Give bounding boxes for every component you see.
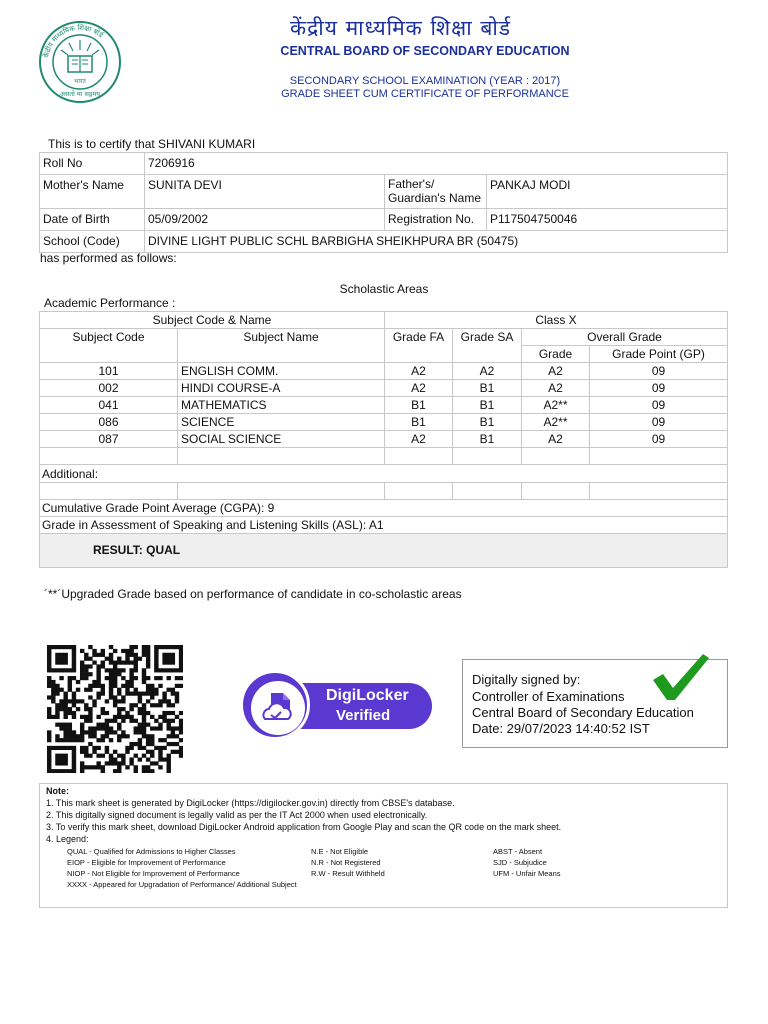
dob-label: Date of Birth	[40, 209, 145, 231]
signature-line3: Central Board of Secondary Education	[472, 705, 694, 720]
academic-label: Academic Performance :	[44, 296, 176, 310]
note-line-1: 1. This mark sheet is generated by DigiLocker (https://digilocker.gov.in) directly from CBSE's database.	[46, 798, 455, 808]
result-text: RESULT: QUAL	[40, 534, 728, 568]
certify-text: This is to certify that SHIVANI KUMARI	[48, 137, 256, 151]
marks-table	[39, 311, 728, 568]
certificate-subtitle: GRADE SHEET CUM CERTIFICATE OF PERFORMANCE	[281, 88, 569, 100]
note-title: Note:	[46, 786, 69, 796]
exam-subtitle: SECONDARY SCHOOL EXAMINATION (YEAR : 2017)	[289, 75, 561, 87]
grade-point: 09	[590, 431, 728, 448]
legend-nr: N.R - Not Registered	[311, 858, 381, 867]
note-box	[39, 783, 728, 908]
board-title: CENTRAL BOARD OF SECONDARY EDUCATION	[280, 44, 570, 58]
legend-abst: ABST - Absent	[493, 847, 543, 856]
signature-date: Date: 29/07/2023 14:40:52 IST	[472, 721, 650, 736]
student-info-table	[39, 152, 728, 253]
header-grade-sa: Grade SA	[453, 329, 522, 363]
asl-row	[40, 517, 728, 534]
header-overall-grade: Overall Grade	[522, 329, 728, 346]
subject-code: 086	[40, 414, 178, 431]
header-class: Class X	[385, 312, 728, 329]
grade-sa: B1	[453, 380, 522, 397]
grade-point: 09	[590, 414, 728, 431]
cgpa-text: Cumulative Grade Point Average (CGPA): 9	[40, 500, 728, 517]
grade-point: 09	[590, 380, 728, 397]
signature-line1: Digitally signed by:	[472, 672, 581, 687]
mother-label: Mother's Name	[40, 175, 145, 209]
roll-row	[40, 153, 728, 175]
table-row	[40, 414, 728, 431]
legend-qual: QUAL - Qualified for Admissions to Higher Classes	[67, 847, 236, 856]
school-value: DIVINE LIGHT PUBLIC SCHL BARBIGHA SHEIKHPURA BR (50475)	[145, 231, 728, 253]
subject-name: HINDI COURSE-A	[178, 380, 385, 397]
qr-code[interactable]	[47, 645, 183, 773]
grade-sa: B1	[453, 397, 522, 414]
legend-rw: R.W - Result Withheld	[311, 869, 385, 878]
father-label: Father's/ Guardian's Name	[385, 175, 487, 209]
logo-text-top: केंद्रीय माध्यमिक शिक्षा बोर्ड	[42, 23, 105, 59]
grade-point: 09	[590, 363, 728, 380]
checkmark-icon	[651, 654, 711, 706]
note-line-3: 3. To verify this mark sheet, download DigiLocker Android application from Google Play and scan the QR code on the mark sheet.	[46, 822, 562, 832]
grade-sa: B1	[453, 431, 522, 448]
subject-name: SCIENCE	[178, 414, 385, 431]
subject-code: 041	[40, 397, 178, 414]
note-line-2: 2. This digitally signed document is legally valid as per the IT Act 2000 when used electronically.	[46, 810, 428, 820]
father-value: PANKAJ MODI	[487, 175, 728, 209]
board-title-hindi: केंद्रीय माध्यमिक शिक्षा बोर्ड	[290, 16, 512, 40]
upgraded-grade-note: ´**´Upgraded Grade based on performance of candidate in co-scholastic areas	[44, 587, 462, 601]
table-row	[40, 397, 728, 414]
mother-value: SUNITA DEVI	[145, 175, 385, 209]
table-row	[40, 431, 728, 448]
result-row	[40, 534, 728, 568]
reg-value: P117504750046	[487, 209, 728, 231]
table-row	[40, 363, 728, 380]
grade-fa: B1	[385, 414, 453, 431]
legend-niop: NIOP - Not Eligible for Improvement of Performance	[67, 869, 240, 878]
grade-fa: B1	[385, 397, 453, 414]
legend-sjd: SJD - Subjudice	[493, 858, 547, 867]
header-subject-code: Subject Code	[40, 329, 178, 363]
signature-line2: Controller of Examinations	[472, 689, 625, 704]
parents-row	[40, 175, 728, 209]
header-grade: Grade	[522, 346, 590, 363]
table-row	[40, 380, 728, 397]
grade-sa: B1	[453, 414, 522, 431]
scholastic-title: Scholastic Areas	[339, 282, 429, 296]
grade-fa: A2	[385, 380, 453, 397]
badge-line2: Verified	[336, 707, 391, 724]
note-line-4: 4. Legend:	[46, 834, 89, 844]
subject-code: 101	[40, 363, 178, 380]
logo-text-mid: भारत	[74, 78, 86, 85]
roll-value: 7206916	[145, 153, 728, 175]
asl-text: Grade in Assessment of Speaking and Listening Skills (ASL): A1	[40, 517, 728, 534]
reg-label: Registration No.	[385, 209, 487, 231]
legend-ufm: UFM - Unfair Means	[493, 869, 561, 878]
subject-name: SOCIAL SCIENCE	[178, 431, 385, 448]
overall-grade: A2**	[522, 414, 590, 431]
logo-text-bottom: असतो मा सद्गमय	[60, 90, 100, 98]
badge-line1: DigiLocker	[326, 687, 409, 704]
marks-header-row-1	[40, 312, 728, 329]
digilocker-verified-badge	[240, 670, 432, 740]
legend-xxxx: XXXX - Appeared for Upgradation of Performance/ Additional Subject	[67, 880, 297, 889]
subject-code: 087	[40, 431, 178, 448]
header-grade-point: Grade Point (GP)	[590, 346, 728, 363]
overall-grade: A2	[522, 363, 590, 380]
dob-row	[40, 209, 728, 231]
legend-ne: N.E - Not Eligible	[311, 847, 369, 856]
subject-code: 002	[40, 380, 178, 397]
overall-grade: A2	[522, 380, 590, 397]
document-cloud-icon	[251, 681, 305, 735]
roll-label: Roll No	[40, 153, 145, 175]
cgpa-row	[40, 500, 728, 517]
overall-grade: A2**	[522, 397, 590, 414]
grade-sa: A2	[453, 363, 522, 380]
empty-row	[40, 483, 728, 500]
additional-label: Additional:	[40, 465, 728, 483]
additional-row	[40, 465, 728, 483]
school-row	[40, 231, 728, 253]
overall-grade: A2	[522, 431, 590, 448]
digital-signature-box	[462, 659, 728, 748]
empty-row	[40, 448, 728, 465]
header-grade-fa: Grade FA	[385, 329, 453, 363]
subject-name: ENGLISH COMM.	[178, 363, 385, 380]
legend-eiop: EIOP - Eligible for Improvement of Performance	[67, 858, 226, 867]
grade-fa: A2	[385, 363, 453, 380]
dob-value: 05/09/2002	[145, 209, 385, 231]
school-label: School (Code)	[40, 231, 145, 253]
grade-fa: A2	[385, 431, 453, 448]
subject-name: MATHEMATICS	[178, 397, 385, 414]
grade-point: 09	[590, 397, 728, 414]
performed-text: has performed as follows:	[40, 251, 177, 265]
marks-header-row-2	[40, 329, 728, 346]
header-subject-code-name: Subject Code & Name	[40, 312, 385, 329]
header-subject-name: Subject Name	[178, 329, 385, 363]
